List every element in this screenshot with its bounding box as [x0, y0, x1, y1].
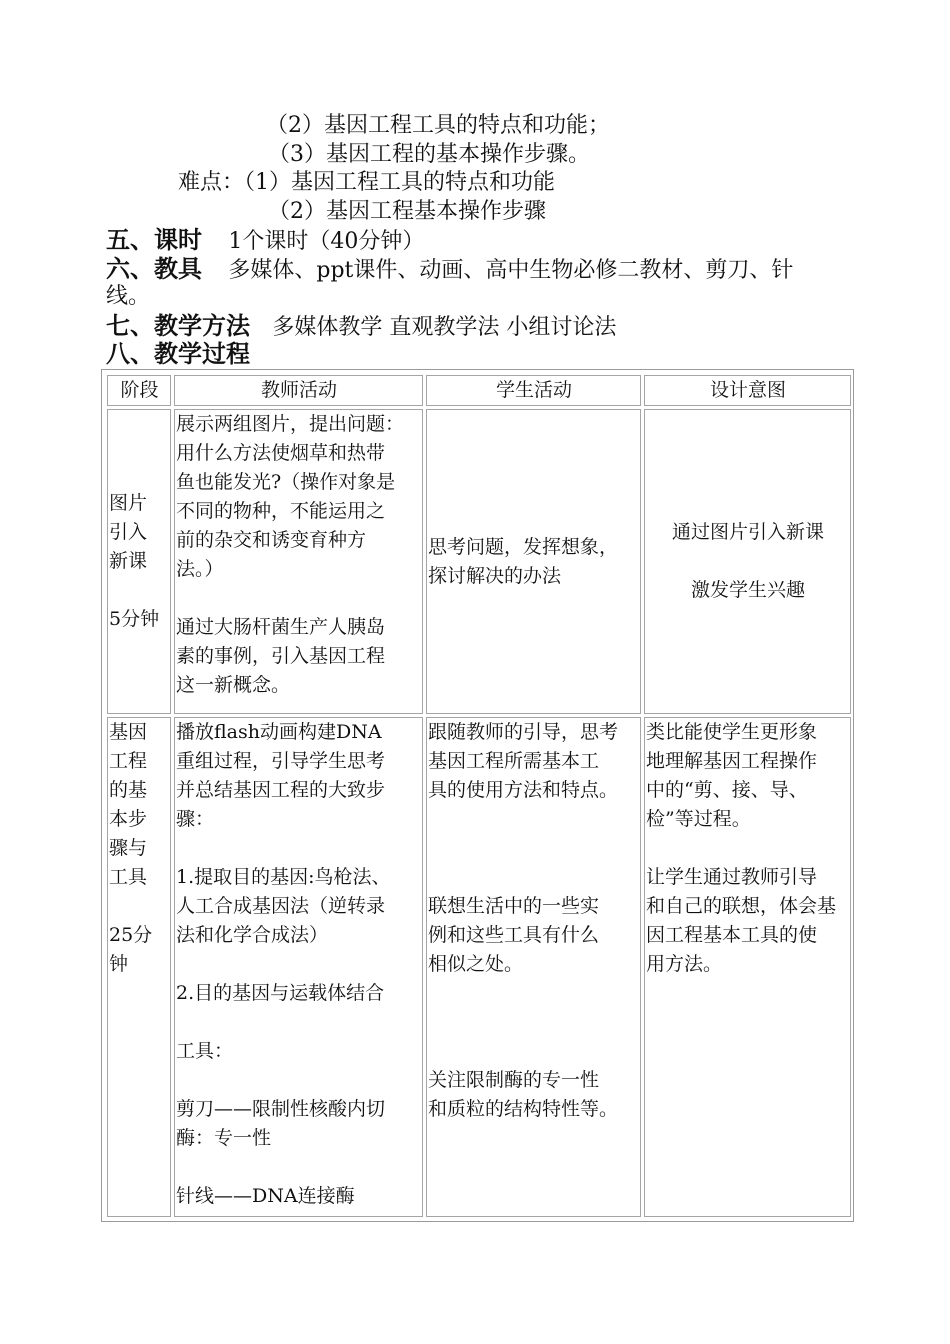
cell-line: 鱼也能发光?（操作对象是 — [176, 471, 396, 493]
section-5-content: 1个课时（40分钟） — [228, 229, 425, 254]
cell-line: 的基 — [109, 779, 148, 801]
cell-line: 展示两组图片，提出问题： — [176, 413, 405, 435]
cell-line: 骤与 — [109, 837, 148, 859]
cell-line: 播放flash动画构建DNA — [176, 721, 382, 743]
cell-line — [109, 892, 170, 921]
cell-line: 和质粒的结构特性等。 — [428, 1098, 619, 1120]
teaching-process-table — [104, 372, 854, 1220]
cell-line — [176, 1008, 422, 1037]
cell-line: 新课 — [109, 550, 148, 572]
section-6-continued: 线。 — [106, 284, 151, 309]
cell-line: 例和这些工具有什么 — [428, 924, 600, 946]
cell-line: 相似之处。 — [428, 953, 524, 975]
cell-line: 基因 — [109, 721, 148, 743]
row1-teacher — [174, 409, 423, 714]
cell-line: 前的杂交和诱变育种方 — [176, 529, 367, 551]
difficulty-2: （2）基因工程基本操作步骤 — [268, 199, 546, 224]
cell-line: 通过图片引入新课 — [671, 521, 824, 543]
section-7-title: 七、教学方法 — [106, 311, 250, 340]
header-intent: 设计意图 — [644, 375, 851, 406]
cell-line: 用方法。 — [646, 953, 723, 975]
cell-line: 思考问题，发挥想象， — [428, 535, 619, 558]
cell-line — [176, 584, 422, 613]
cell-line: 通过大肠杆菌生产人胰岛 — [176, 616, 386, 638]
cell-line: 重组过程，引导学生思考 — [176, 750, 386, 772]
cell-line — [109, 576, 170, 605]
cell-line: 5分钟 — [109, 608, 160, 630]
cell-line: 不同的物种，不能运用之 — [176, 500, 386, 522]
key-point-2: （2）基因工程工具的特点和功能； — [266, 113, 610, 138]
cell-line: 1.提取目的基因:鸟枪法、 — [176, 866, 391, 888]
cell-line: 激发学生兴趣 — [690, 579, 805, 601]
cell-line: 和自己的联想，体会基 — [646, 895, 837, 917]
key-point-3: （3）基因工程的基本操作步骤。 — [268, 142, 590, 167]
cell-line: 工具： — [176, 1040, 234, 1062]
row2-intent — [644, 717, 851, 1217]
cell-line: 引入 — [109, 521, 148, 543]
cell-line: 检”等过程。 — [646, 808, 751, 830]
cell-line: 剪刀——限制性核酸内切 — [176, 1098, 386, 1120]
cell-line — [646, 547, 850, 576]
cell-line: 工具 — [109, 866, 148, 888]
row1-student — [426, 409, 641, 714]
table-header-row — [107, 375, 851, 406]
header-teacher: 教师活动 — [174, 375, 423, 406]
cell-line — [176, 1153, 422, 1182]
row2-stage — [107, 717, 171, 1217]
cell-line: 法。） — [176, 558, 224, 580]
row1-stage — [107, 409, 171, 714]
section-7 — [106, 312, 616, 342]
cell-line: 本步 — [109, 808, 148, 830]
cell-line: 地理解基因工程操作 — [646, 750, 818, 772]
cell-line: 2.目的基因与运载体结合 — [176, 982, 385, 1004]
cell-line: 类比能使学生更形象 — [646, 721, 818, 743]
cell-line: 用什么方法使烟草和热带 — [176, 442, 386, 464]
cell-line: 探讨解决的办法 — [428, 564, 562, 587]
cell-line: 25分 — [109, 924, 153, 946]
cell-line — [428, 1008, 640, 1037]
section-5 — [106, 226, 424, 256]
cell-line — [176, 950, 422, 979]
section-7-content: 多媒体教学 直观教学法 小组讨论法 — [272, 315, 617, 340]
cell-line: 关注限制酶的专一性 — [428, 1069, 600, 1091]
row2-student — [426, 717, 641, 1217]
cell-line: 人工合成基因法（逆转录 — [176, 895, 386, 917]
cell-line: 针线——DNA连接酶 — [176, 1185, 355, 1207]
table-row — [107, 409, 851, 714]
cell-line: 法和化学合成法） — [176, 924, 329, 946]
header-stage: 阶段 — [107, 375, 171, 406]
cell-line: 工程 — [109, 750, 148, 772]
cell-line: 基因工程所需基本工 — [428, 750, 600, 772]
cell-line: 酶：专一性 — [176, 1127, 272, 1149]
cell-line: 钟 — [109, 953, 129, 975]
cell-line: 因工程基本工具的使 — [646, 924, 818, 946]
section-6-content: 多媒体、ppt课件、动画、高中生物必修二教材、剪刀、针 — [228, 258, 794, 283]
row1-intent — [644, 409, 851, 714]
cell-line — [428, 979, 640, 1008]
row2-teacher — [174, 717, 423, 1217]
cell-line: 联想生活中的一些实 — [428, 895, 600, 917]
cell-line: 并总结基因工程的大致步 — [176, 779, 386, 801]
section-6 — [106, 255, 793, 285]
cell-line: 中的“剪、接、导、 — [646, 779, 808, 801]
cell-line — [428, 863, 640, 892]
cell-line: 素的事例，引入基因工程 — [176, 645, 386, 667]
section-8-title: 八、教学过程 — [106, 339, 250, 368]
cell-line: 这一新概念。 — [176, 674, 291, 696]
cell-line — [176, 1066, 422, 1095]
section-5-title: 五、课时 — [106, 225, 202, 254]
cell-line: 跟随教师的引导，思考 — [428, 721, 619, 743]
header-student: 学生活动 — [426, 375, 641, 406]
table-row — [107, 717, 851, 1217]
cell-line — [428, 834, 640, 863]
difficulty-1: 难点：（1）基因工程工具的特点和功能 — [178, 170, 555, 195]
cell-line — [646, 834, 850, 863]
cell-line — [176, 834, 422, 863]
cell-line: 骤： — [176, 808, 215, 830]
cell-line: 具的使用方法和特点。 — [428, 779, 619, 801]
section-6-title: 六、教具 — [106, 254, 202, 283]
cell-line: 图片 — [109, 492, 148, 514]
cell-line — [428, 1037, 640, 1066]
cell-line — [428, 805, 640, 834]
cell-line: 让学生通过教师引导 — [646, 866, 818, 888]
